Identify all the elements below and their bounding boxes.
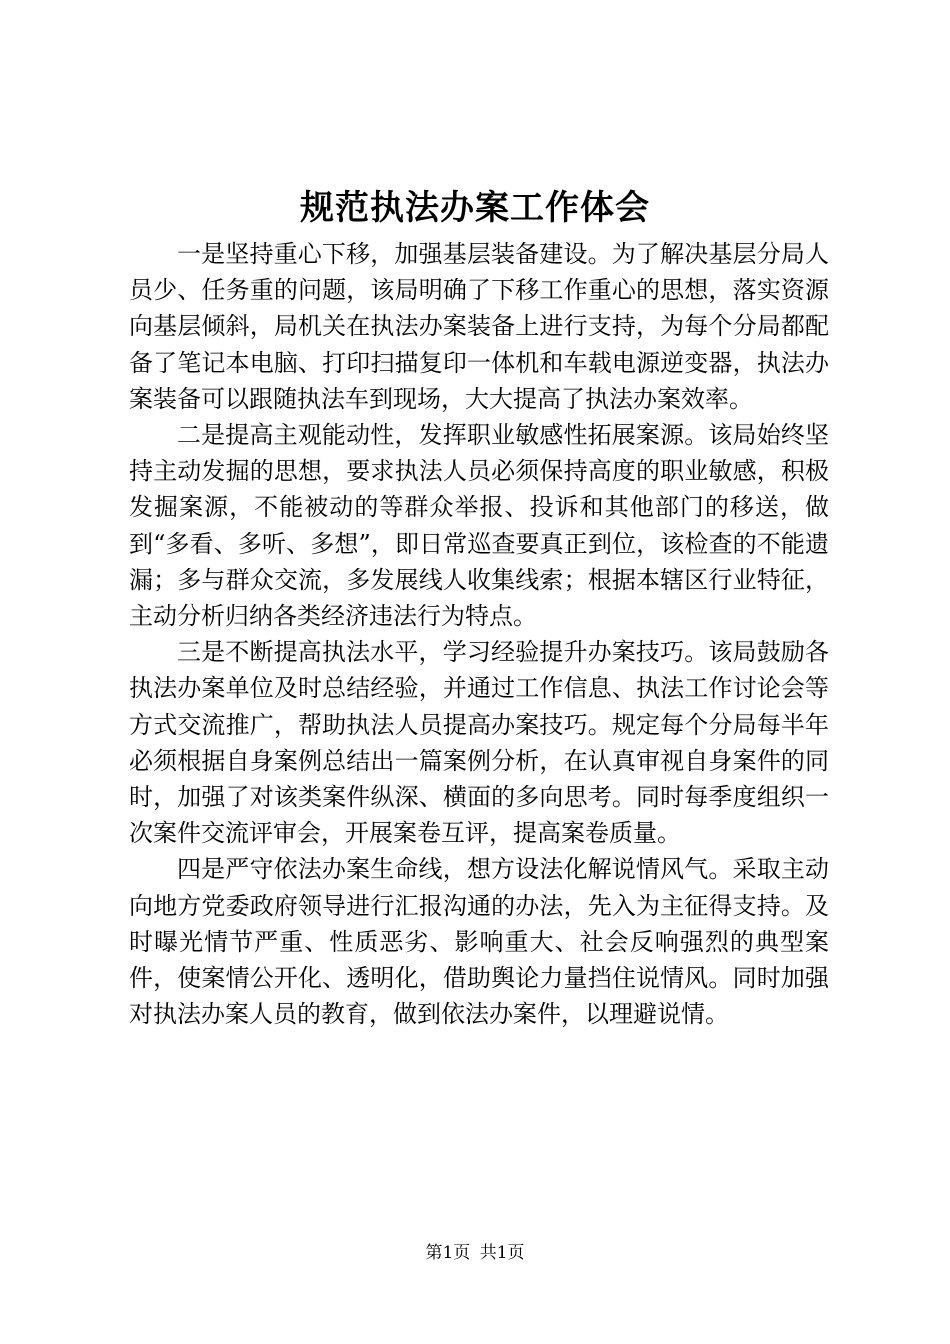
paragraph-4: 四是严守依法办案生命线，想方设法化解说情风气。采取主动向地方党委政府领导进行汇报沟通的办法，先入为主征得支持。及时曝光情节严重、性质恶劣、影响重大、社会反响强烈的典型案件，使案情公开化、透明化，借助舆论力量挡住说情风。同时加强对执法办案人员的教育，做到依法办案件，以理避说情。 — [129, 855, 829, 1029]
page-number-current: 第1页 — [425, 1243, 471, 1263]
document-body — [129, 236, 829, 1032]
paragraph-1: 一是坚持重心下移，加强基层装备建设。为了解决基层分局人员少、任务重的问题，该局明确了下移工作重心的思想，落实资源向基层倾斜，局机关在执法办案装备上进行支持，为每个分局都配备了笔记本电脑、打印扫描复印一体机和车载电源逆变器，执法办案装备可以跟随执法车到现场，大大提高了执法办案效率。 — [129, 240, 829, 413]
document-title: 规范执法办案工作体会 — [300, 188, 650, 228]
paragraph-3: 三是不断提高执法水平，学习经验提升办案技巧。该局鼓励各执法办案单位及时总结经验，并通过工作信息、执法工作讨论会等方式交流推广，帮助执法人员提高办案技巧。规定每个分局每半年必须根据自身案例总结出一篇案例分析，在认真审视自身案件的同时，加强了对该类案件纵深、横面的多向思考。同时每季度组织一次案件交流评审会，开展案卷互评，提高案卷质量。 — [129, 638, 829, 848]
page-footer — [0, 1241, 950, 1265]
paragraph-2: 二是提高主观能动性，发挥职业敏感性拓展案源。该局始终坚持主动发掘的思想，要求执法人员必须保持高度的职业敏感，积极发掘案源，不能被动的等群众举报、投诉和其他部门的移送，做到“多看、多听、多想”，即日常巡查要真正到位，该检查的不能遗漏；多与群众交流，多发展线人收集线索；根据本辖区行业特征，主动分析归纳各类经济违法行为特点。 — [129, 421, 829, 631]
page-number-total: 共1页 — [479, 1243, 525, 1263]
